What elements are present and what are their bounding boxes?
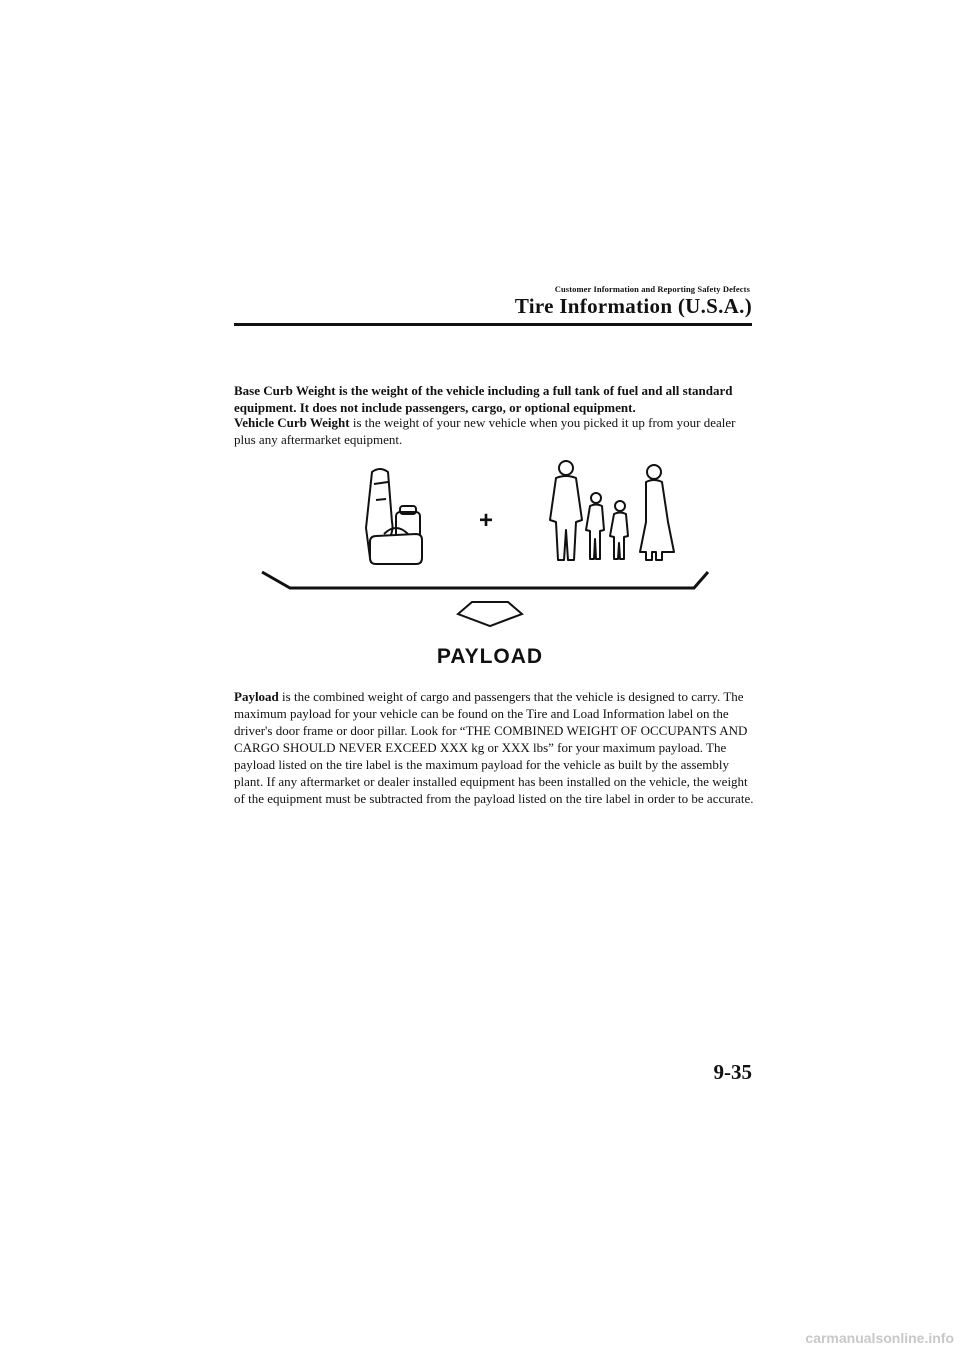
payload-term: Payload — [234, 689, 279, 704]
family-icon — [550, 461, 674, 560]
payload-label: PAYLOAD — [436, 645, 544, 668]
watermark: carmanualsonline.info — [805, 1330, 954, 1346]
luggage-icon — [366, 469, 422, 564]
section-label: Customer Information and Reporting Safety Defects — [554, 284, 750, 294]
header-rule — [234, 323, 752, 326]
payload-paragraph — [234, 688, 754, 807]
plus-sign: + — [478, 507, 494, 534]
vehicle-curb-weight-paragraph — [234, 414, 754, 448]
base-curb-weight-paragraph: Base Curb Weight is the weight of the vehicle including a full tank of fuel and all standard equipment. It does not include passengers, cargo, or optional equipment. — [234, 383, 733, 415]
chapter-title: Tire Information (U.S.A.) — [514, 294, 752, 318]
vehicle-curb-weight-text: is the weight of your new vehicle when you picked it up from your dealer plus any aftermarket equipment. — [234, 415, 736, 447]
page-number: 9-35 — [713, 1060, 752, 1084]
bracket-line — [262, 572, 708, 588]
payload-text: is the combined weight of cargo and passengers that the vehicle is designed to carry. The maximum payload for your vehicle can be found on the Tire and Load Information label on the driver's door frame or door pillar. Look for “THE COMBINED WEIGHT OF OCCUPANTS AND CARGO SHOULD NEVER EXCEED XXX kg or XXX lbs” for your maximum payload. The payload listed on the tire label is the maximum payload for the vehicle as built by the assembly plant. If any aftermarket or dealer installed equipment has been installed on the vehicle, the weight of the equipment must be subtracted from the payload listed on the tire label in order to be accurate. — [234, 689, 754, 806]
vehicle-curb-weight-term: Vehicle Curb Weight — [234, 415, 350, 430]
down-arrow — [458, 602, 522, 626]
